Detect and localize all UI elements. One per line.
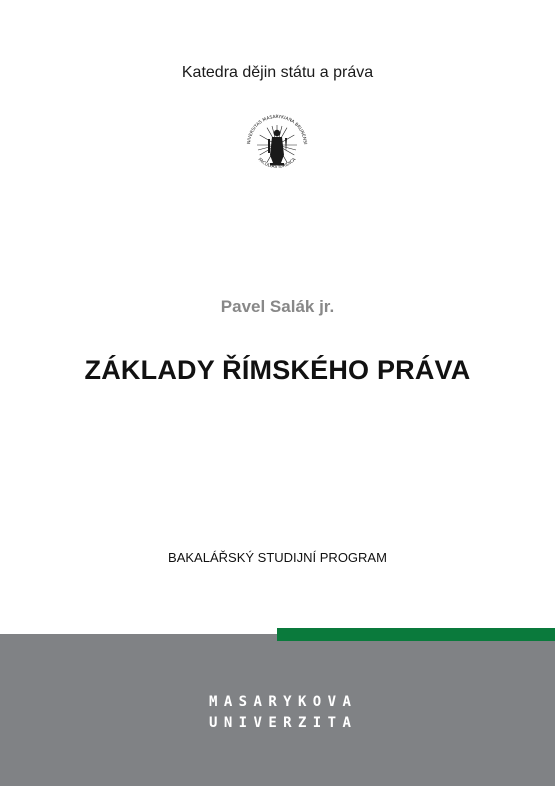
book-title: ZÁKLADY ŘÍMSKÉHO PRÁVA [84,355,471,385]
university-logo-line2: UNIVERZITA [209,715,358,731]
green-accent-stripe [277,628,555,641]
university-logo-line1: MASARYKOVA [209,694,358,710]
seal-text-top: NIVERSITAS MASARYKIANA BRUNENSI [246,114,308,145]
department-name: Katedra dějin státu a práva [181,64,374,81]
seal-text-bottom: FACULTAS IURIDICA [256,157,298,171]
study-program: BAKALÁŘSKÝ STUDIJNÍ PROGRAM [168,550,387,565]
footer-band [0,634,555,786]
university-logo [209,692,357,734]
faculty-of-law-seal-icon [240,108,314,182]
author-name: Pavel Salák jr. [220,297,335,316]
